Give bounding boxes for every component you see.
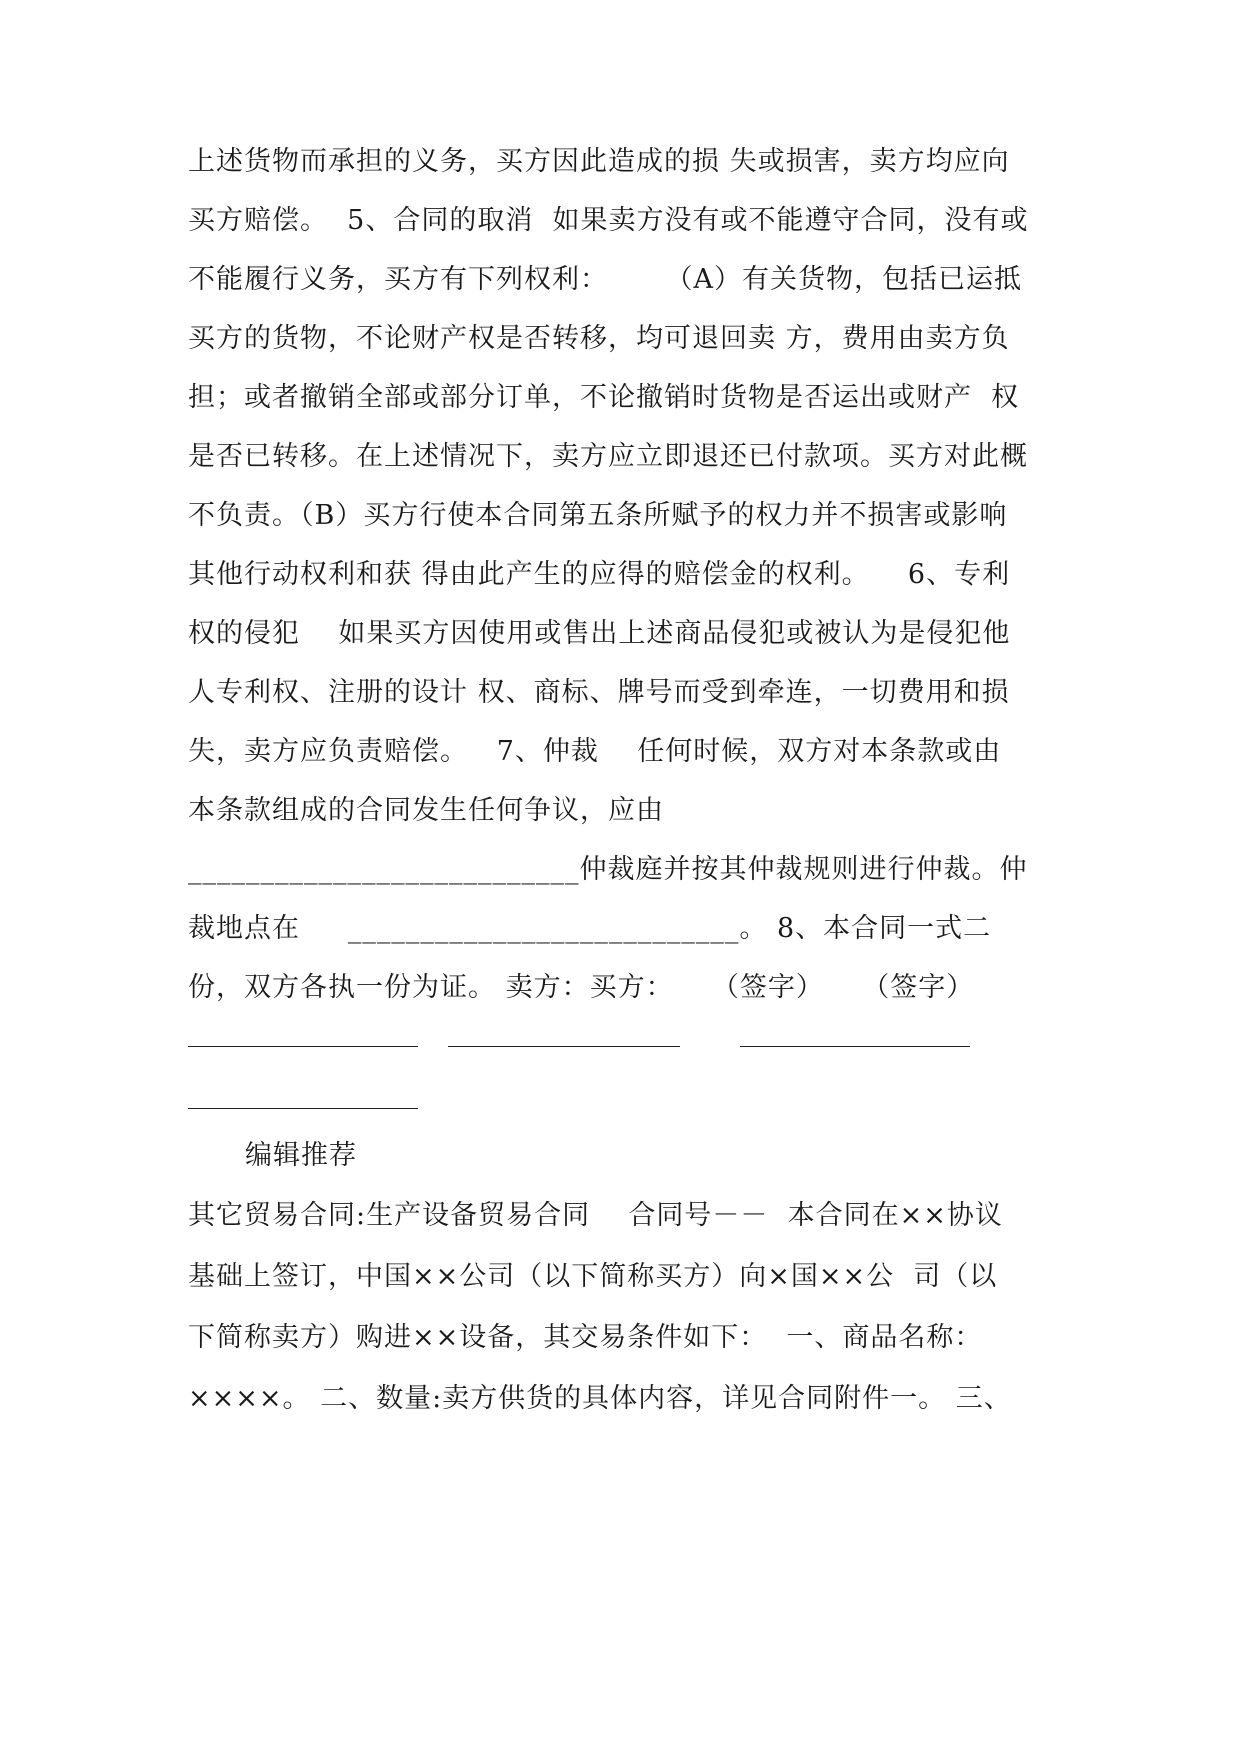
body-line-13: ___________________________仲裁庭并按其仲裁规则进行仲裁。仲 [188,854,1028,885]
body-line-1: 上述货物而承担的义务，买方因此造成的损 失或损害，卖方均应向 [188,146,1010,177]
signature-blank [188,1108,418,1109]
body-line-3: 不能履行义务，买方有下列权利： （A）有关货物，包括已运抵 [188,264,1022,295]
recommend-line-3: 下简称卖方）购进××设备，其交易条件如下： 一、商品名称： [188,1322,983,1353]
body-line-7: 不负责。（B）买方行使本合同第五条所赋予的权力并不损害或影响 [188,500,1008,531]
recommend-line-4: ××××。 二、数量:卖方供货的具体内容，详见合同附件一。 三、 [188,1383,1012,1414]
body-line-8: 其他行动权利和获 得由此产生的应得的赔偿金的权利。 6、专利 [188,559,1011,590]
body-line-2: 买方赔偿。 5、合同的取消 如果卖方没有或不能遵守合同，没有或 [188,205,1029,236]
body-line-14: 裁地点在 ___________________________。 8、本合同一式二 [188,913,992,944]
body-line-10: 人专利权、注册的设计 权、商标、牌号而受到牵连，一切费用和损 [188,677,1010,708]
body-line-5: 担；或者撤销全部或部分订单，不论撤销时货物是否运出或财产 权 [188,382,1020,413]
body-line-15: 份，双方各执一份为证。 卖方：买方： （签字） （签字） [188,972,975,1003]
signature-blank [740,1046,970,1047]
body-line-4: 买方的货物，不论财产权是否转移，均可退回卖 方，费用由卖方负 [188,323,1010,354]
recommend-line-2: 基础上签订，中国××公司（以下简称买方）向×国××公 司（以 [188,1261,998,1292]
signature-blank [448,1046,680,1047]
signature-blank [188,1046,418,1047]
body-line-12: 本条款组成的合同发生任何争议，应由 [188,795,664,826]
recommend-line-1: 其它贸易合同:生产设备贸易合同 合同号－－ 本合同在××协议 [188,1200,1003,1231]
body-line-11: 失，卖方应负责赔偿。 7、仲裁 任何时候，双方对本条款或由 [188,736,1002,767]
body-line-9: 权的侵犯 如果买方因使用或售出上述商品侵犯或被认为是侵犯他 [188,618,1011,649]
recommend-heading: 编辑推荐 [245,1140,357,1171]
body-line-6: 是否已转移。在上述情况下，卖方应立即退还已付款项。买方对此概 [188,441,1028,472]
